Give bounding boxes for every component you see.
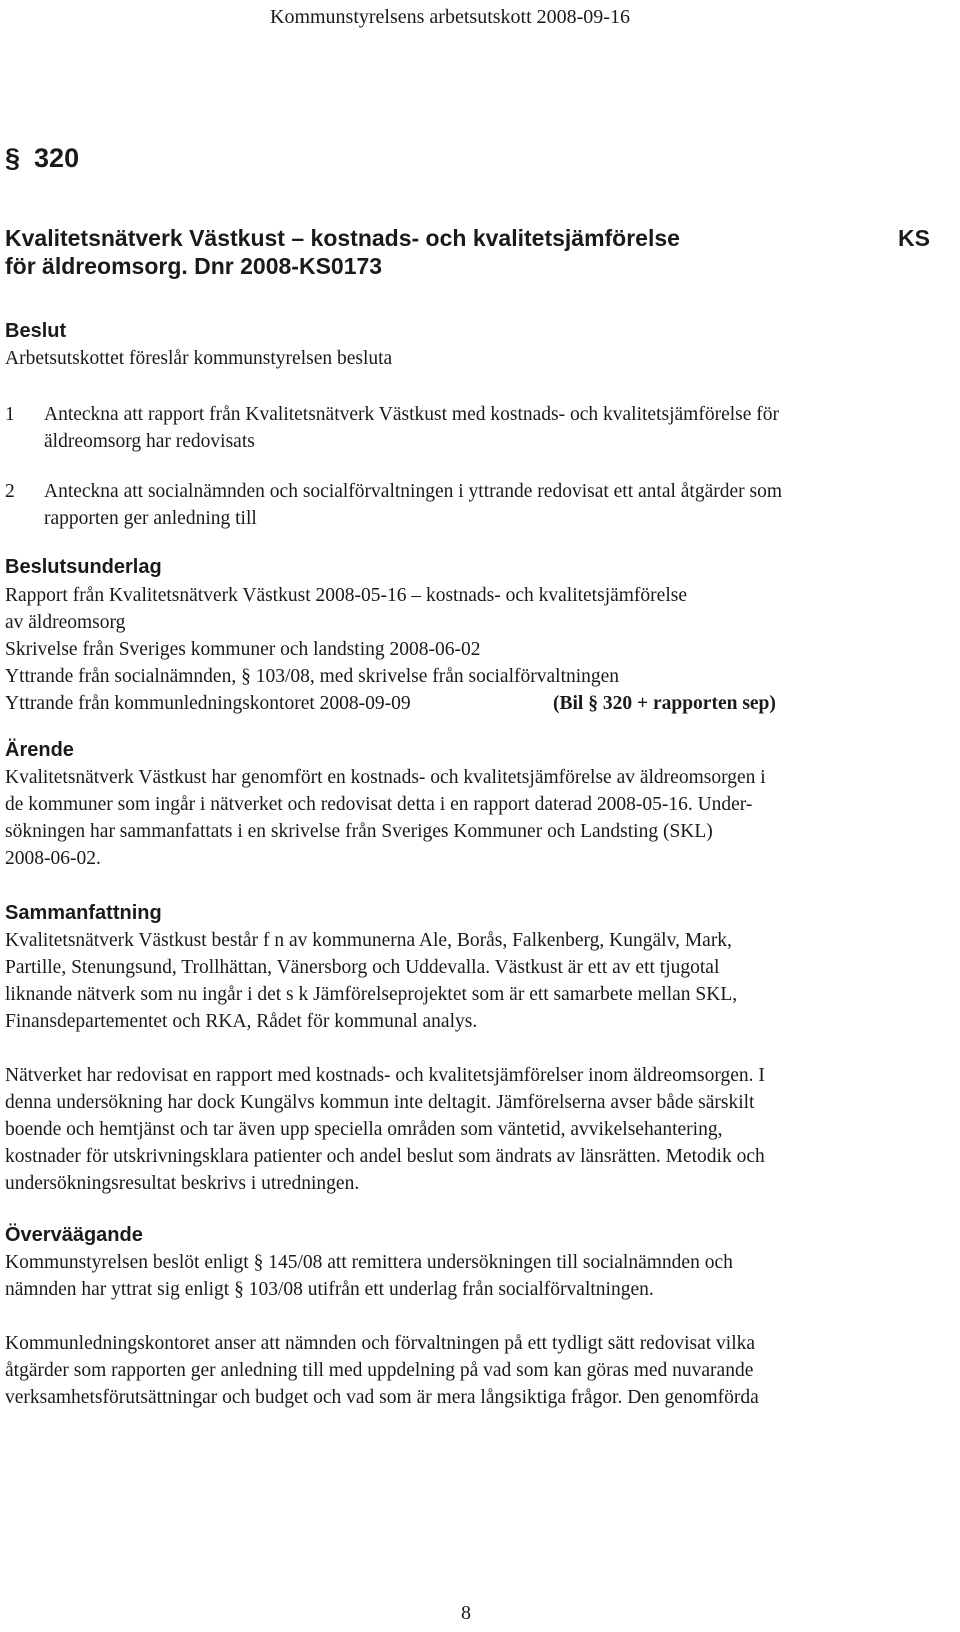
- unit-code: KS: [898, 225, 930, 251]
- overvagande-paragraph-1: [5, 1249, 955, 1303]
- sammanfattning-line: Partille, Stenungsund, Trollhättan, Vänersborg och Uddevalla. Västkust är ett av ett tjugotal: [5, 957, 720, 978]
- section-sign: §: [5, 143, 21, 173]
- decision-item-text-cont: äldreomsorg har redovisats: [44, 431, 255, 452]
- beslutsunderlag-list: [5, 582, 955, 717]
- decision-item-number: 1: [5, 404, 15, 425]
- sammanfattning-line: boende och hemtjänst och tar även upp speciella områden som väntetid, avvikelsehantering,: [5, 1119, 723, 1140]
- underlag-line: [5, 690, 955, 717]
- overvagande-line: Kommunstyrelsen beslöt enligt § 145/08 att remittera undersökningen till socialnämnden och: [5, 1252, 733, 1273]
- underlag-line: Rapport från Kvalitetsnätverk Västkust 2008-05-16 – kostnads- och kvalitetsjämförelse: [5, 585, 687, 606]
- title-line-2: för äldreomsorg. Dnr 2008-KS0173: [5, 253, 383, 279]
- underlag-line: av äldreomsorg: [5, 612, 126, 633]
- paragraph-number: [5, 142, 79, 174]
- sammanfattning-line: Nätverket har redovisat en rapport med kostnads- och kvalitetsjämförelser inom äldreomsorgen. I: [5, 1065, 765, 1086]
- decision-item-text-cont: rapporten ger anledning till: [44, 508, 257, 529]
- decision-item-number: 2: [5, 481, 15, 502]
- arende-line: 2008-06-02.: [5, 848, 101, 869]
- document-header: Kommunstyrelsens arbetsutskott 2008-09-16: [270, 6, 630, 28]
- decision-item: [5, 401, 955, 455]
- heading-arende: Ärende: [5, 739, 74, 761]
- arende-line: Kvalitetsnätverk Västkust har genomfört en kostnads- och kvalitetsjämförelse av äldreomsorgen i: [5, 767, 766, 788]
- sammanfattning-line: undersökningsresultat beskrivs i utredningen.: [5, 1173, 360, 1194]
- paragraph-number-value: 320: [34, 143, 80, 173]
- overvagande-paragraph-2: [5, 1330, 955, 1411]
- decision-item: [5, 478, 955, 532]
- sammanfattning-line: Finansdepartementet och RKA, Rådet för kommunal analys.: [5, 1011, 478, 1032]
- beslut-intro: Arbetsutskottet föreslår kommunstyrelsen besluta: [5, 348, 393, 369]
- overvagande-line: åtgärder som rapporten ger anledning till med uppdelning på vad som kan göras med nuvarande: [5, 1360, 754, 1381]
- arende-line: sökningen har sammanfattats i en skrivelse från Sveriges Kommuner och Landsting (SKL): [5, 821, 713, 842]
- decision-item-text: Anteckna att socialnämnden och socialförvaltningen i yttrande redovisat ett antal åtgärder som: [44, 481, 783, 502]
- heading-beslut: Beslut: [5, 320, 67, 342]
- sammanfattning-line: denna undersökning har dock Kungälvs kommun inte deltagit. Jämförelserna avser både särskilt: [5, 1092, 755, 1113]
- title-line-1: Kvalitetsnätverk Västkust – kostnads- och kvalitetsjämförelse: [5, 225, 680, 251]
- overvagande-line: nämnden har yttrat sig enligt § 103/08 utifrån ett underlag från socialförvaltningen.: [5, 1279, 654, 1300]
- underlag-line: Yttrande från socialnämnden, § 103/08, med skrivelse från socialförvaltningen: [5, 666, 620, 687]
- overvagande-line: Kommunledningskontoret anser att nämnden och förvaltningen på ett tydligt sätt redovisat vilka: [5, 1333, 756, 1354]
- arende-text: [5, 764, 955, 872]
- sammanfattning-paragraph-2: [5, 1062, 955, 1197]
- underlag-line-text: Yttrande från kommunledningskontoret 2008-09-09: [5, 693, 411, 714]
- attachment-note: (Bil § 320 + rapporten sep): [553, 693, 776, 714]
- sammanfattning-line: Kvalitetsnätverk Västkust består f n av kommunerna Ale, Borås, Falkenberg, Kungälv, Mark,: [5, 930, 732, 951]
- sammanfattning-line: kostnader för utskrivningsklara patienter och andel beslut som ändrats av länsrätten. Metodik och: [5, 1146, 765, 1167]
- decision-item-text: Anteckna att rapport från Kvalitetsnätverk Västkust med kostnads- och kvalitetsjämförelse för: [44, 404, 780, 425]
- page-number: 8: [461, 1602, 471, 1624]
- sammanfattning-paragraph-1: [5, 927, 955, 1035]
- heading-overvagande: Överväägande: [5, 1224, 143, 1246]
- heading-sammanfattning: Sammanfattning: [5, 902, 162, 924]
- arende-line: de kommuner som ingår i nätverket och redovisat detta i en rapport daterad 2008-05-16. Under-: [5, 794, 753, 815]
- sammanfattning-line: liknande nätverk som nu ingår i det s k Jämförelseprojektet som är ett samarbete mellan SKL,: [5, 984, 738, 1005]
- heading-beslutsunderlag: Beslutsunderlag: [5, 556, 162, 578]
- underlag-line: Skrivelse från Sveriges kommuner och landsting 2008-06-02: [5, 639, 481, 660]
- overvagande-line: verksamhetsförutsättningar och budget och vad som är mera långsiktiga frågor. Den genomförda: [5, 1387, 759, 1408]
